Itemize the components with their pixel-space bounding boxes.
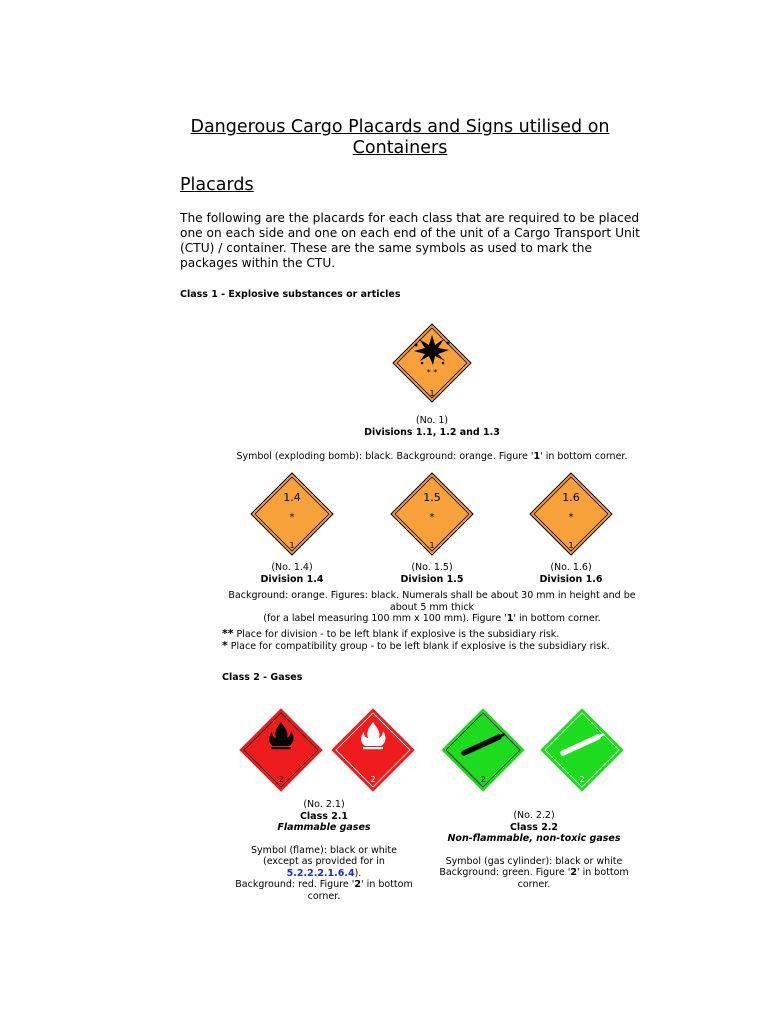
caption-1-4 (232, 562, 352, 585)
division-stars: * * (426, 368, 438, 377)
name-2-2: Non-flammable, non-toxic gases (447, 833, 621, 844)
placard-2-1-black (239, 708, 323, 792)
bg-text-line3-figure: 1 (506, 613, 514, 624)
symbol-text-figure: 1 (533, 451, 541, 462)
placard-1-4 (250, 472, 334, 556)
symbol-text-b: ' in bottom corner. (540, 451, 628, 462)
placard-2-1-white (331, 708, 415, 792)
class2-heading: Class 2 - Gases (222, 672, 303, 683)
document-title-line1: Dangerous Cargo Placards and Signs utilised on (190, 117, 610, 137)
placard-corner-number: 2 (579, 775, 585, 784)
note-compat (222, 640, 610, 652)
class-label-2-1: Class 2.1 (299, 810, 349, 822)
placard-corner-number: 2 (278, 775, 284, 784)
spacer (226, 834, 422, 845)
bg-line2-2-1: corner. (307, 890, 341, 902)
document-title-line2: Containers (352, 138, 448, 158)
bg-text-line2: about 5 mm thick (389, 601, 475, 613)
placard-numeral: 1.5 (423, 491, 441, 504)
symbol-line2-2-1: (except as provided for in (263, 856, 385, 867)
note-compat-text: Place for compatibility group - to be left blank if explosive is the subsidiary risk. (227, 641, 610, 652)
bg-text-line3-b: ' in bottom corner. (513, 613, 601, 624)
link-line-2-1 (226, 868, 422, 880)
link-suffix: ). (354, 867, 362, 879)
placard-2-2-black (441, 708, 525, 792)
placard-numeral: 1.4 (283, 491, 301, 504)
note-compat-mark: * (222, 639, 228, 652)
main-placard-no: (No. 1) (415, 415, 449, 426)
class1-background-text (212, 590, 652, 625)
placard-corner-number: 1 (289, 541, 295, 550)
no-label-1-4: (No. 1.4) (271, 562, 313, 573)
class-label-2-2: Class 2.2 (509, 821, 559, 833)
note-division-text: Place for division - to be left blank if explosive is the subsidiary risk. (233, 629, 560, 640)
compat-star: * (568, 512, 574, 523)
division-label-1-5: Division 1.5 (400, 573, 464, 585)
placard-corner-number: 2 (370, 775, 376, 784)
bg-line2-2-2: corner. (517, 878, 551, 890)
symbol-line1-2-1: Symbol (flame): black or white (251, 844, 397, 856)
reference-link[interactable]: 5.2.2.2.1.6.4 (286, 867, 355, 879)
main-placard-divisions: Divisions 1.1, 1.2 and 1.3 (364, 426, 500, 438)
placard-corner-number: 1 (429, 541, 435, 550)
caption-2-1 (226, 799, 422, 902)
class1-heading: Class 1 - Explosive substances or articles (180, 289, 401, 300)
bg-2-1-a: Background: red. Figure ' (235, 879, 355, 890)
compat-star: * (429, 512, 435, 523)
bg-2-2-b: ' in bottom (576, 867, 629, 878)
no-label-1-6: (No. 1.6) (550, 562, 592, 573)
no-label-1-5: (No. 1.5) (411, 562, 453, 573)
intro-paragraph: The following are the placards for each class that are required to be placed one on each side and one on each end of the unit of a Cargo Transport Unit (CTU) / container. These are the same symbols as used to mark the packages within the CTU. (180, 211, 640, 270)
bg-2-1-b: ' in bottom (361, 879, 413, 890)
bg-text-line1: Background: orange. Figures: black. Numerals shall be about 30 mm in height and be (228, 590, 636, 601)
document-title (160, 117, 640, 159)
note-division (222, 628, 559, 640)
bg-line1-2-1 (226, 879, 422, 891)
class1-symbol-text (200, 451, 664, 463)
main-placard-caption (292, 415, 572, 438)
symbol-line1-2-2: Symbol (gas cylinder): black or white (445, 855, 623, 867)
placard-1-6 (529, 472, 613, 556)
bg-2-2-figure: 2 (570, 867, 577, 878)
bg-2-1-figure: 2 (354, 879, 362, 890)
bg-text-line3 (212, 613, 652, 625)
placard-2-2-white (540, 708, 624, 792)
caption-1-5 (372, 562, 492, 585)
placard-corner-number: 1 (568, 541, 574, 550)
placard-corner-number: 2 (480, 775, 486, 784)
no-label-2-2: (No. 2.2) (513, 810, 555, 821)
division-label-1-6: Division 1.6 (539, 573, 603, 585)
caption-2-2 (426, 810, 642, 890)
note-division-mark: ** (222, 627, 234, 640)
bg-line1-2-2 (426, 867, 642, 879)
placard-1-5 (390, 472, 474, 556)
placard-corner-number: 1 (429, 389, 435, 398)
no-label-2-1: (No. 2.1) (303, 799, 345, 810)
caption-1-6 (511, 562, 631, 585)
bg-2-2-a: Background: green. Figure ' (439, 867, 571, 878)
explosive-placard-main (392, 323, 472, 403)
spacer (426, 845, 642, 856)
division-label-1-4: Division 1.4 (260, 573, 324, 585)
symbol-text-a: Symbol (exploding bomb): black. Background: orange. Figure ' (236, 451, 534, 462)
bg-text-line3-a: (for a label measuring 100 mm x 100 mm). Figure ' (263, 613, 507, 624)
section-heading: Placards (180, 175, 254, 195)
name-2-1: Flammable gases (277, 822, 371, 833)
placard-numeral: 1.6 (562, 491, 580, 504)
compat-star: * (289, 512, 295, 523)
